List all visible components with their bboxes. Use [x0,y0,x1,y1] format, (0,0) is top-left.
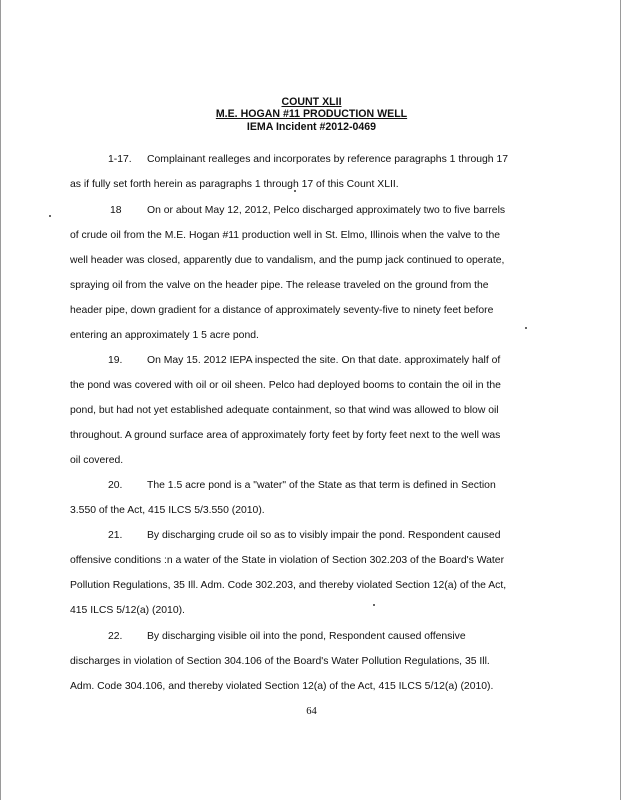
paragraph-text: throughout. A ground surface area of approximately forty feet by forty feet next to the well was [70,430,501,441]
paragraph-text: well header was closed, apparently due to vandalism, and the pump jack continued to operate, [70,255,505,266]
paragraph-text: header pipe, down gradient for a distance of approximately seventy-five to ninety feet before [70,305,494,316]
paragraph-text: By discharging visible oil into the pond, Respondent caused offensive [147,631,466,642]
incident-title: IEMA Incident #2012-0469 [246,121,377,133]
well-heading [1,108,621,120]
paragraph-text: the pond was covered with oil or oil sheen. Pelco had deployed booms to contain the oil in the [70,380,501,391]
paragraph-text: By discharging crude oil so as to visibly impair the pond. Respondent caused [147,530,501,541]
paragraph-text: discharges in violation of Section 304.106 of the Board's Water Pollution Regulations, 35 Ill. [70,656,490,667]
paragraph-number: 1-17. [108,154,132,165]
paragraph-text: 415 ILCS 5/12(a) (2010). [70,605,185,616]
paragraph-text: pond, but had not yet established adequate containment, so that wind was allowed to blow oil [70,405,499,416]
scan-speck [294,190,296,192]
paragraph-text: of crude oil from the M.E. Hogan #11 production well in St. Elmo, Illinois when the valve to the [70,230,501,241]
paragraph-text: offensive conditions :n a water of the State in violation of Section 302.203 of the Board's Water [70,555,505,566]
well-title: M.E. HOGAN #11 PRODUCTION WELL [215,108,408,120]
paragraph-text: as if fully set forth herein as paragraphs 1 through 17 of this Count XLII. [70,179,399,190]
paragraph-number: 22. [108,631,123,642]
paragraph-text: Complainant realleges and incorporates by reference paragraphs 1 through 17 [147,154,509,165]
paragraph-text: On or about May 12, 2012, Pelco discharged approximately two to five barrels [147,205,506,216]
paragraph-text: 3.550 of the Act, 415 ILCS 5/3.550 (2010). [70,505,265,516]
incident-heading [1,121,621,133]
paragraph-text: The 1.5 acre pond is a "water" of the State as that term is defined in Section [147,480,496,491]
paragraph-text: entering an approximately 1 5 acre pond. [70,330,259,341]
paragraph-number: 21. [108,530,123,541]
paragraph-text: spraying oil from the valve on the header pipe. The release traveled on the ground from the [70,280,489,291]
paragraph-number: 19. [108,355,123,366]
paragraph-number: 20. [108,480,123,491]
paragraph-text: Pollution Regulations, 35 Ill. Adm. Code 302.203, and thereby violated Section 12(a) of the Act, [70,580,507,591]
count-title: COUNT XLII [281,96,342,108]
scan-speck [525,327,527,329]
scan-speck [373,604,375,606]
count-heading [1,96,621,108]
scan-speck [49,215,51,217]
paragraph-number: 18 [110,205,122,216]
page-number: 64 [306,706,317,717]
paragraph-text: oil covered. [70,455,124,466]
paragraph-text: On May 15. 2012 IEPA inspected the site. On that date. approximately half of [147,355,501,366]
paragraph-text: Adm. Code 304.106, and thereby violated Section 12(a) of the Act, 415 ILCS 5/12(a) (2010). [70,681,494,692]
